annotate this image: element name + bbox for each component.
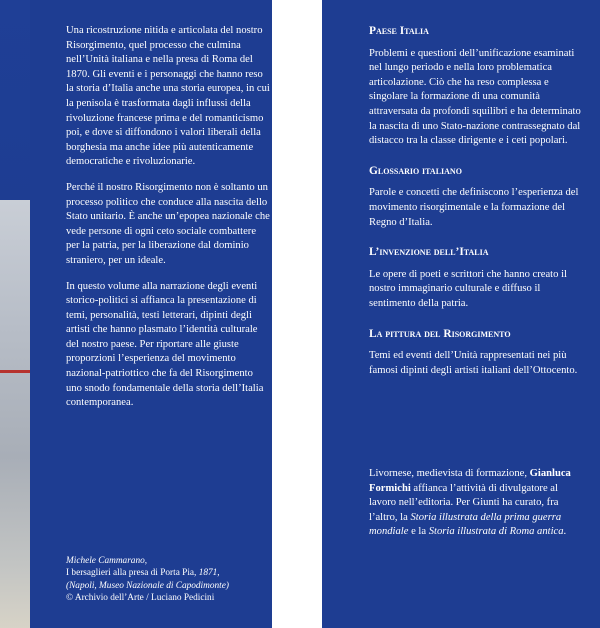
image-caption <box>66 555 271 604</box>
bio-work-1: Storia illustrata della prima guerra mondiale <box>369 511 562 538</box>
left-paragraph: Perché il nostro Risorgimento non è soltanto un processo politico che conduce alla nascita dello Stato unitario. È anche un’epopea nazionale che vede persone di ogni ceto sociale combattere per la patria, per la liberazione dal dominio straniero, per un ideale. <box>66 181 270 266</box>
bio-work-2: Storia illustrata di Roma antica <box>428 526 564 538</box>
section-glossario <box>369 164 589 230</box>
caption-location: (Napoli, Museo Nazionale di Capodimonte) <box>66 580 229 591</box>
painting-red-stripe <box>0 370 30 373</box>
caption-title: I bersaglieri alla presa di Porta Pia, <box>66 568 199 579</box>
section-pittura <box>369 327 589 379</box>
bio-and: e la <box>408 526 429 538</box>
bio-after-name: affianca l’attività di divulgatore al lavoro nell’editoria. Per Giunti ha curato, fra l’altro, la <box>369 482 559 523</box>
section-heading: Paese Italia <box>369 25 429 37</box>
section-invenzione <box>369 245 589 311</box>
section-heading: La pittura del Risorgimento <box>369 327 511 340</box>
bio-line1: Livornese, medievista di formazione, <box>369 468 527 479</box>
author-name: Gianluca Formichi <box>369 468 571 494</box>
left-paragraph: Una ricostruzione nitida e articolata del nostro Risorgimento, quel processo che culmina nell’Unità italiana e nella presa di Roma del 1870. Gli eventi e i personaggi che hanno reso la storia d’Italia anche una storia europea, in cui la penisola è trasformata dagli influssi della rivoluzione francese prima e del romanticismo poi, e dove si diffondono i valori liberali della borghesia ma anche idee più autenticamente democratiche e rivoluzionarie. <box>66 25 270 168</box>
section-paese-italia <box>369 24 589 149</box>
section-heading: Glossario italiano <box>369 164 462 177</box>
caption-title-line <box>66 567 271 579</box>
right-sections <box>369 24 589 393</box>
author-bio <box>369 467 584 540</box>
bio-text <box>369 467 584 540</box>
caption-year: 1871, <box>198 568 220 579</box>
left-description <box>66 24 271 422</box>
left-paragraph: In questo volume alla narrazione degli eventi storico-politici si affianca la presentazione di temi, personalità, testi letterari, dipinti degli artisti che hanno plasmato l’identità culturale del nostro paese. Per riportare alle giuste proporzioni l’esperienza del movimento nazional-patriottico che fa del Risorgimento uno snodo fondamentale della storia dell’Italia contemporanea. <box>66 280 264 409</box>
caption-credit: © Archivio dell’Arte / Luciano Pedicini <box>66 592 215 603</box>
section-text: Le opere di poeti e scrittori che hanno creato il nostro immaginario culturale e diffuso il sentimento della patria. <box>369 268 567 309</box>
section-heading: L’invenzione dell’Italia <box>369 246 489 259</box>
page-gutter <box>272 0 322 628</box>
caption-author: Michele Cammarano, <box>66 556 148 566</box>
section-text: Temi ed eventi dell’Unità rappresentati nei più famosi dipinti degli artisti italiani dell’Ottocento. <box>369 350 578 376</box>
section-text: Parole e concetti che definiscono l’esperienza del movimento risorgimentale e la formazione del Regno d’Italia. <box>369 187 579 228</box>
bio-end: . <box>563 526 567 538</box>
section-text: Problemi e questioni dell’unificazione esaminati nel lungo periodo e nella loro problematica articolazione. Ciò che ha reso complessa e singolare la formazione di una comunità attraversata da profondi squilibri e ha determinato la nascita di uno Stato-nazione contrassegnato dal distacco tra la classe dirigente e i ceti popolari. <box>369 47 581 147</box>
painting-strip-image <box>0 200 30 628</box>
